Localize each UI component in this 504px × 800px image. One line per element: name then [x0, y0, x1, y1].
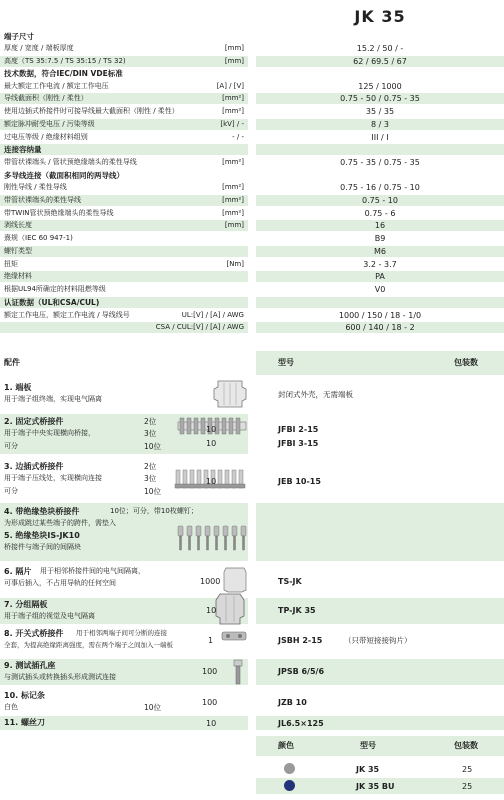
spec-unit: [A] / [V]: [216, 82, 244, 90]
spec-unit: [mm]: [224, 57, 244, 65]
acc-insulated-bridge-extra: 10位；可分，带10枚螺钉；: [110, 507, 198, 515]
spec-label: 带TWIN管状预绝缘端头的柔性导线: [4, 209, 114, 217]
spec-label-cell: [0, 93, 248, 104]
spec-row-r15: [0, 259, 504, 270]
color-row-grey: [256, 762, 504, 776]
spec-value: 3.2 - 3.7: [363, 260, 397, 269]
spec-unit: [mm²]: [222, 94, 244, 102]
acc-spacer-title: 5. 绝缘垫块IS-JK10: [4, 531, 80, 540]
acc-edge-bridge-q1: 2位: [144, 462, 157, 471]
acc-edge-bridge-title: 3. 边插式桥接件: [4, 462, 64, 471]
acc-test-socket-desc: 与测试插头或转换插头形成测试连接: [4, 673, 116, 681]
spec-value: M6: [256, 246, 504, 257]
spec-unit: [kV] / -: [220, 120, 244, 128]
spec-row-r2: [0, 56, 504, 67]
spec-unit: - / -: [232, 133, 244, 141]
acc-separator-desc: 用于相邻桥接件间的电气间隔离，: [40, 567, 145, 575]
acc-end-plate-desc: 用于端子组终端，实现电气隔离: [4, 395, 102, 403]
spec-unit: [mm]: [224, 221, 244, 229]
spec-section-value-cell: [256, 170, 504, 181]
spec-value: III / I: [371, 133, 389, 142]
acc-partition-desc: 用于端子组的视觉及电气隔离: [4, 612, 95, 620]
color-row-grey-model: JK 35: [356, 765, 380, 774]
spec-label-cell: [0, 144, 248, 155]
color-header: [256, 736, 504, 756]
spec-value: 0.75 - 50 / 0.75 - 35: [256, 93, 504, 104]
spec-section-title: 认证数据（UL和CSA/CUL): [4, 298, 100, 307]
spec-label-cell: [0, 43, 248, 54]
spec-row-r18: [0, 310, 504, 321]
spec-row-r19: [0, 322, 504, 333]
acc-end-plate: [0, 378, 248, 410]
spec-label-cell: [0, 195, 248, 206]
acc-header-left: 配件: [4, 358, 20, 367]
acc-switch-bridge-extra: 用于相邻两端子间可分断的连接: [76, 629, 167, 637]
acc-insulated-bridge-desc: 为形成跳过某些端子的跨件，需垫入: [4, 519, 116, 527]
spec-label-cell: [0, 119, 248, 130]
spec-row-r13: [0, 233, 504, 244]
spec-row-r10: [0, 195, 504, 206]
spec-section-value-cell: [256, 144, 504, 155]
spec-section-value-cell: [256, 297, 504, 308]
spec-row-r12: [0, 220, 504, 231]
spec-unit: [mm]: [224, 44, 244, 52]
spec-value: V0: [374, 285, 386, 294]
spec-section-s5: [0, 297, 504, 308]
spec-label: 带管状裸端头 / 管状预绝缘端头的柔性导线: [4, 158, 137, 166]
spec-label-cell: [0, 322, 248, 333]
color-row-blue: [256, 778, 504, 794]
spec-row-r8: [0, 157, 504, 168]
spec-row-r11: [0, 208, 504, 219]
spec-label-cell: [0, 259, 248, 270]
acc-separator-model: TS-JK: [278, 577, 302, 586]
acc-partition-title: 7. 分组隔板: [4, 600, 48, 609]
spec-label: 厚度 / 宽度 / 端板厚度: [4, 44, 74, 52]
spec-unit: [Nm]: [226, 260, 244, 268]
spec-unit: [mm²]: [222, 158, 244, 166]
spec-unit: [mm²]: [222, 196, 244, 204]
acc-partition-pack: 10: [206, 606, 217, 615]
acc-fixed-bridge-q2: 3位: [144, 429, 157, 438]
acc-marker-model: JZB 10: [278, 698, 307, 707]
spec-section-s3: [0, 144, 504, 155]
acc-switch-bridge-title: 8. 开关式桥接件: [4, 629, 64, 638]
spec-value: 1000 / 150 / 18 - 1/0: [338, 311, 422, 320]
acc-test-socket-pack: 100: [202, 667, 218, 676]
spec-label-cell: [0, 170, 248, 181]
spec-label: 螺钉类型: [4, 247, 32, 255]
spec-label: 带管状裸端头的柔性导线: [4, 196, 81, 204]
spec-label: 最大额定工作电流 / 额定工作电压: [4, 82, 109, 90]
partition-icon: [212, 592, 248, 626]
spec-value: 0.75 - 16 / 0.75 - 10: [340, 183, 420, 192]
acc-fixed-bridge-q1: 2位: [144, 417, 157, 426]
spec-value: 16: [256, 220, 504, 231]
spec-row-r6: [0, 119, 504, 130]
spec-label-cell: [0, 68, 248, 79]
spec-label-cell: [0, 208, 248, 219]
acc-fixed-bridge-desc2: 可分: [4, 442, 18, 450]
spec-row-r9: [0, 182, 504, 193]
color-header-model: 型号: [360, 741, 376, 750]
spec-value: 125 / 1000: [358, 82, 402, 91]
acc-switch-bridge-desc: 全套，为提高绝缘距离强度，需在两个端子之间加入一端板: [4, 641, 173, 649]
spec-row-r16: [0, 271, 504, 282]
spec-unit: [mm²]: [222, 183, 244, 191]
spec-value: 8 / 3: [256, 119, 504, 130]
separator-icon: [222, 566, 248, 594]
spec-label: 额定工作电压，额定工作电流 / 导线线号: [4, 311, 130, 319]
color-header-color: 颜色: [278, 741, 294, 750]
spec-label-cell: [0, 31, 248, 42]
acc-screwdriver-pack: 10: [206, 719, 217, 728]
spec-label: 扭矩: [4, 260, 18, 268]
acc-switch-bridge-pack: 1: [208, 636, 214, 645]
spec-label-cell: [0, 284, 248, 295]
acc-switch-bridge-note: （只带短接接钩片）: [344, 636, 412, 645]
spec-section-title: 端子尺寸: [4, 32, 34, 41]
spec-label-cell: [0, 81, 248, 92]
spec-label: 导线截面积（刚性 / 柔性）: [4, 94, 88, 102]
acc-separator-desc2: 可事后插入，不占用导轨的任何空间: [4, 579, 116, 587]
acc-insulated-bridge-title: 4. 带绝缘垫块桥接件: [4, 507, 80, 516]
spec-label-cell: [0, 106, 248, 117]
acc-fixed-bridge-model1: JFBI 2-15: [278, 425, 319, 434]
spec-label-cell: [0, 233, 248, 244]
spec-section-value-cell: [256, 68, 504, 79]
acc-edge-bridge-desc: 用于端子压线处，实现横向连接: [4, 474, 102, 482]
spec-section-value-cell: [256, 31, 504, 42]
acc-spacer-desc: 桥接件与端子间的间隔块: [4, 543, 81, 551]
spec-label: 额定脉冲耐受电压 / 污染等级: [4, 120, 95, 128]
acc-edge-bridge-desc2: 可分: [4, 487, 18, 495]
spec-row-r7: [0, 132, 504, 143]
test-socket-icon: [228, 658, 248, 686]
spec-section-s4: [0, 170, 504, 181]
spec-label-cell: [0, 157, 248, 168]
acc-screwdriver-title: 11. 螺丝刀: [4, 718, 45, 727]
spec-value: 0.75 - 35 / 0.75 - 35: [340, 158, 420, 167]
spec-label-cell: [0, 271, 248, 282]
acc-edge-bridge-model: JEB 10-15: [278, 477, 321, 486]
spec-row-r3: [0, 81, 504, 92]
acc-fixed-bridge-title: 2. 固定式桥接件: [4, 417, 64, 426]
spec-unit: UL:[V] / [A] / AWG: [181, 311, 244, 319]
spec-section-title: 多导线连接（截面积相同的两导线）: [4, 171, 124, 180]
spec-value: 0.75 - 10: [256, 195, 504, 206]
acc-marker-q1: 10位: [144, 703, 162, 712]
spec-value: PA: [256, 271, 504, 282]
spec-label-cell: [0, 56, 248, 67]
spec-label: 高度（TS 35:7.5 / TS 35:15 / TS 32): [4, 57, 126, 65]
color-swatch-grey: [284, 763, 295, 774]
acc-marker-pack: 100: [202, 698, 218, 707]
spec-label-cell: [0, 297, 248, 308]
spec-unit: [mm²]: [222, 209, 244, 217]
acc-edge-bridge-q3: 10位: [144, 487, 162, 496]
acc-insulated-bridge-right: [256, 503, 504, 561]
spec-unit: CSA / CUL:[V] / [A] / AWG: [155, 323, 244, 331]
product-title: JK 35: [354, 7, 406, 26]
color-row-blue-pack: 25: [462, 782, 473, 791]
spec-section-s2: [0, 68, 504, 79]
spec-value: B9: [374, 234, 386, 243]
spec-row-r4: [0, 93, 504, 104]
acc-marker-title: 10. 标记条: [4, 691, 45, 700]
color-swatch-blue: [284, 780, 295, 791]
acc-fixed-bridge-pack1: 10: [206, 425, 217, 434]
spec-value: 35 / 35: [365, 107, 395, 116]
spec-unit: [mm²]: [222, 107, 244, 115]
acc-edge-bridge-pack: 10: [206, 477, 217, 486]
spec-label: 剥线长度: [4, 221, 32, 229]
acc-separator-pack: 1000: [200, 577, 221, 586]
spec-row-r14: [0, 246, 504, 257]
acc-header-right: [256, 351, 504, 375]
spec-value: 600 / 140 / 18 - 2: [256, 322, 504, 333]
color-row-grey-pack: 25: [462, 765, 473, 774]
spec-row-r1: [0, 43, 504, 54]
acc-test-socket-title: 9. 测试插孔座: [4, 661, 56, 670]
spec-label: 使用边插式桥接件时可接导线最大截面积（刚性 / 柔性）: [4, 107, 179, 115]
acc-fixed-bridge-desc: 用于端子中央实现横向桥接，: [4, 429, 95, 437]
spec-value: 62 / 69.5 / 67: [256, 56, 504, 67]
spec-section-title: 连接容纳量: [4, 145, 42, 154]
color-row-blue-model: JK 35 BU: [356, 782, 395, 791]
spec-value: 15.2 / 50 / -: [356, 44, 404, 53]
spec-row-r17: [0, 284, 504, 295]
acc-separator-title: 6. 隔片: [4, 567, 32, 576]
spec-label: 绝缘材料: [4, 272, 32, 280]
spec-label-cell: [0, 182, 248, 193]
switch-bridge-icon: [220, 628, 248, 644]
acc-test-socket-model: JPSB 6/5/6: [278, 667, 325, 676]
acc-fixed-bridge-pack2: 10: [206, 439, 217, 448]
acc-end-plate-title: 1. 端板: [4, 383, 32, 392]
acc-fixed-bridge-q3: 10位: [144, 442, 162, 451]
spec-section-s1: [0, 31, 504, 42]
spec-label-cell: [0, 246, 248, 257]
spec-value: 0.75 - 6: [364, 209, 396, 218]
spec-row-r5: [0, 106, 504, 117]
acc-marker-desc: 白色: [4, 703, 18, 711]
acc-header-model: 型号: [278, 358, 294, 367]
acc-fixed-bridge-model2: JFBI 3-15: [278, 439, 319, 448]
spec-label-cell: [0, 220, 248, 231]
spec-label: 熹规（IEC 60 947-1): [4, 234, 73, 242]
spec-label: 根据UL94所确定的材料阻燃等级: [4, 285, 106, 293]
acc-header-pack: 包装数: [454, 358, 478, 367]
acc-partition-model: TP-JK 35: [278, 606, 316, 615]
color-header-pack: 包装数: [454, 741, 478, 750]
insulated-bridge-icon: [176, 524, 248, 554]
spec-label: 过电压等级 / 绝缘材料组别: [4, 133, 88, 141]
acc-switch-bridge-model: JSBH 2-15: [278, 636, 323, 645]
spec-label-cell: [0, 310, 248, 321]
acc-screwdriver-model: JL6.5×125: [278, 719, 324, 728]
acc-edge-bridge-q2: 3位: [144, 474, 157, 483]
spec-label: 刚性导线 / 柔性导线: [4, 183, 67, 191]
acc-end-plate-model: 封闭式外壳，无需端板: [278, 390, 353, 399]
spec-label-cell: [0, 132, 248, 143]
end-plate-icon: [212, 379, 248, 409]
spec-section-title: 技术数据，符合IEC/DIN VDE标准: [4, 69, 123, 78]
